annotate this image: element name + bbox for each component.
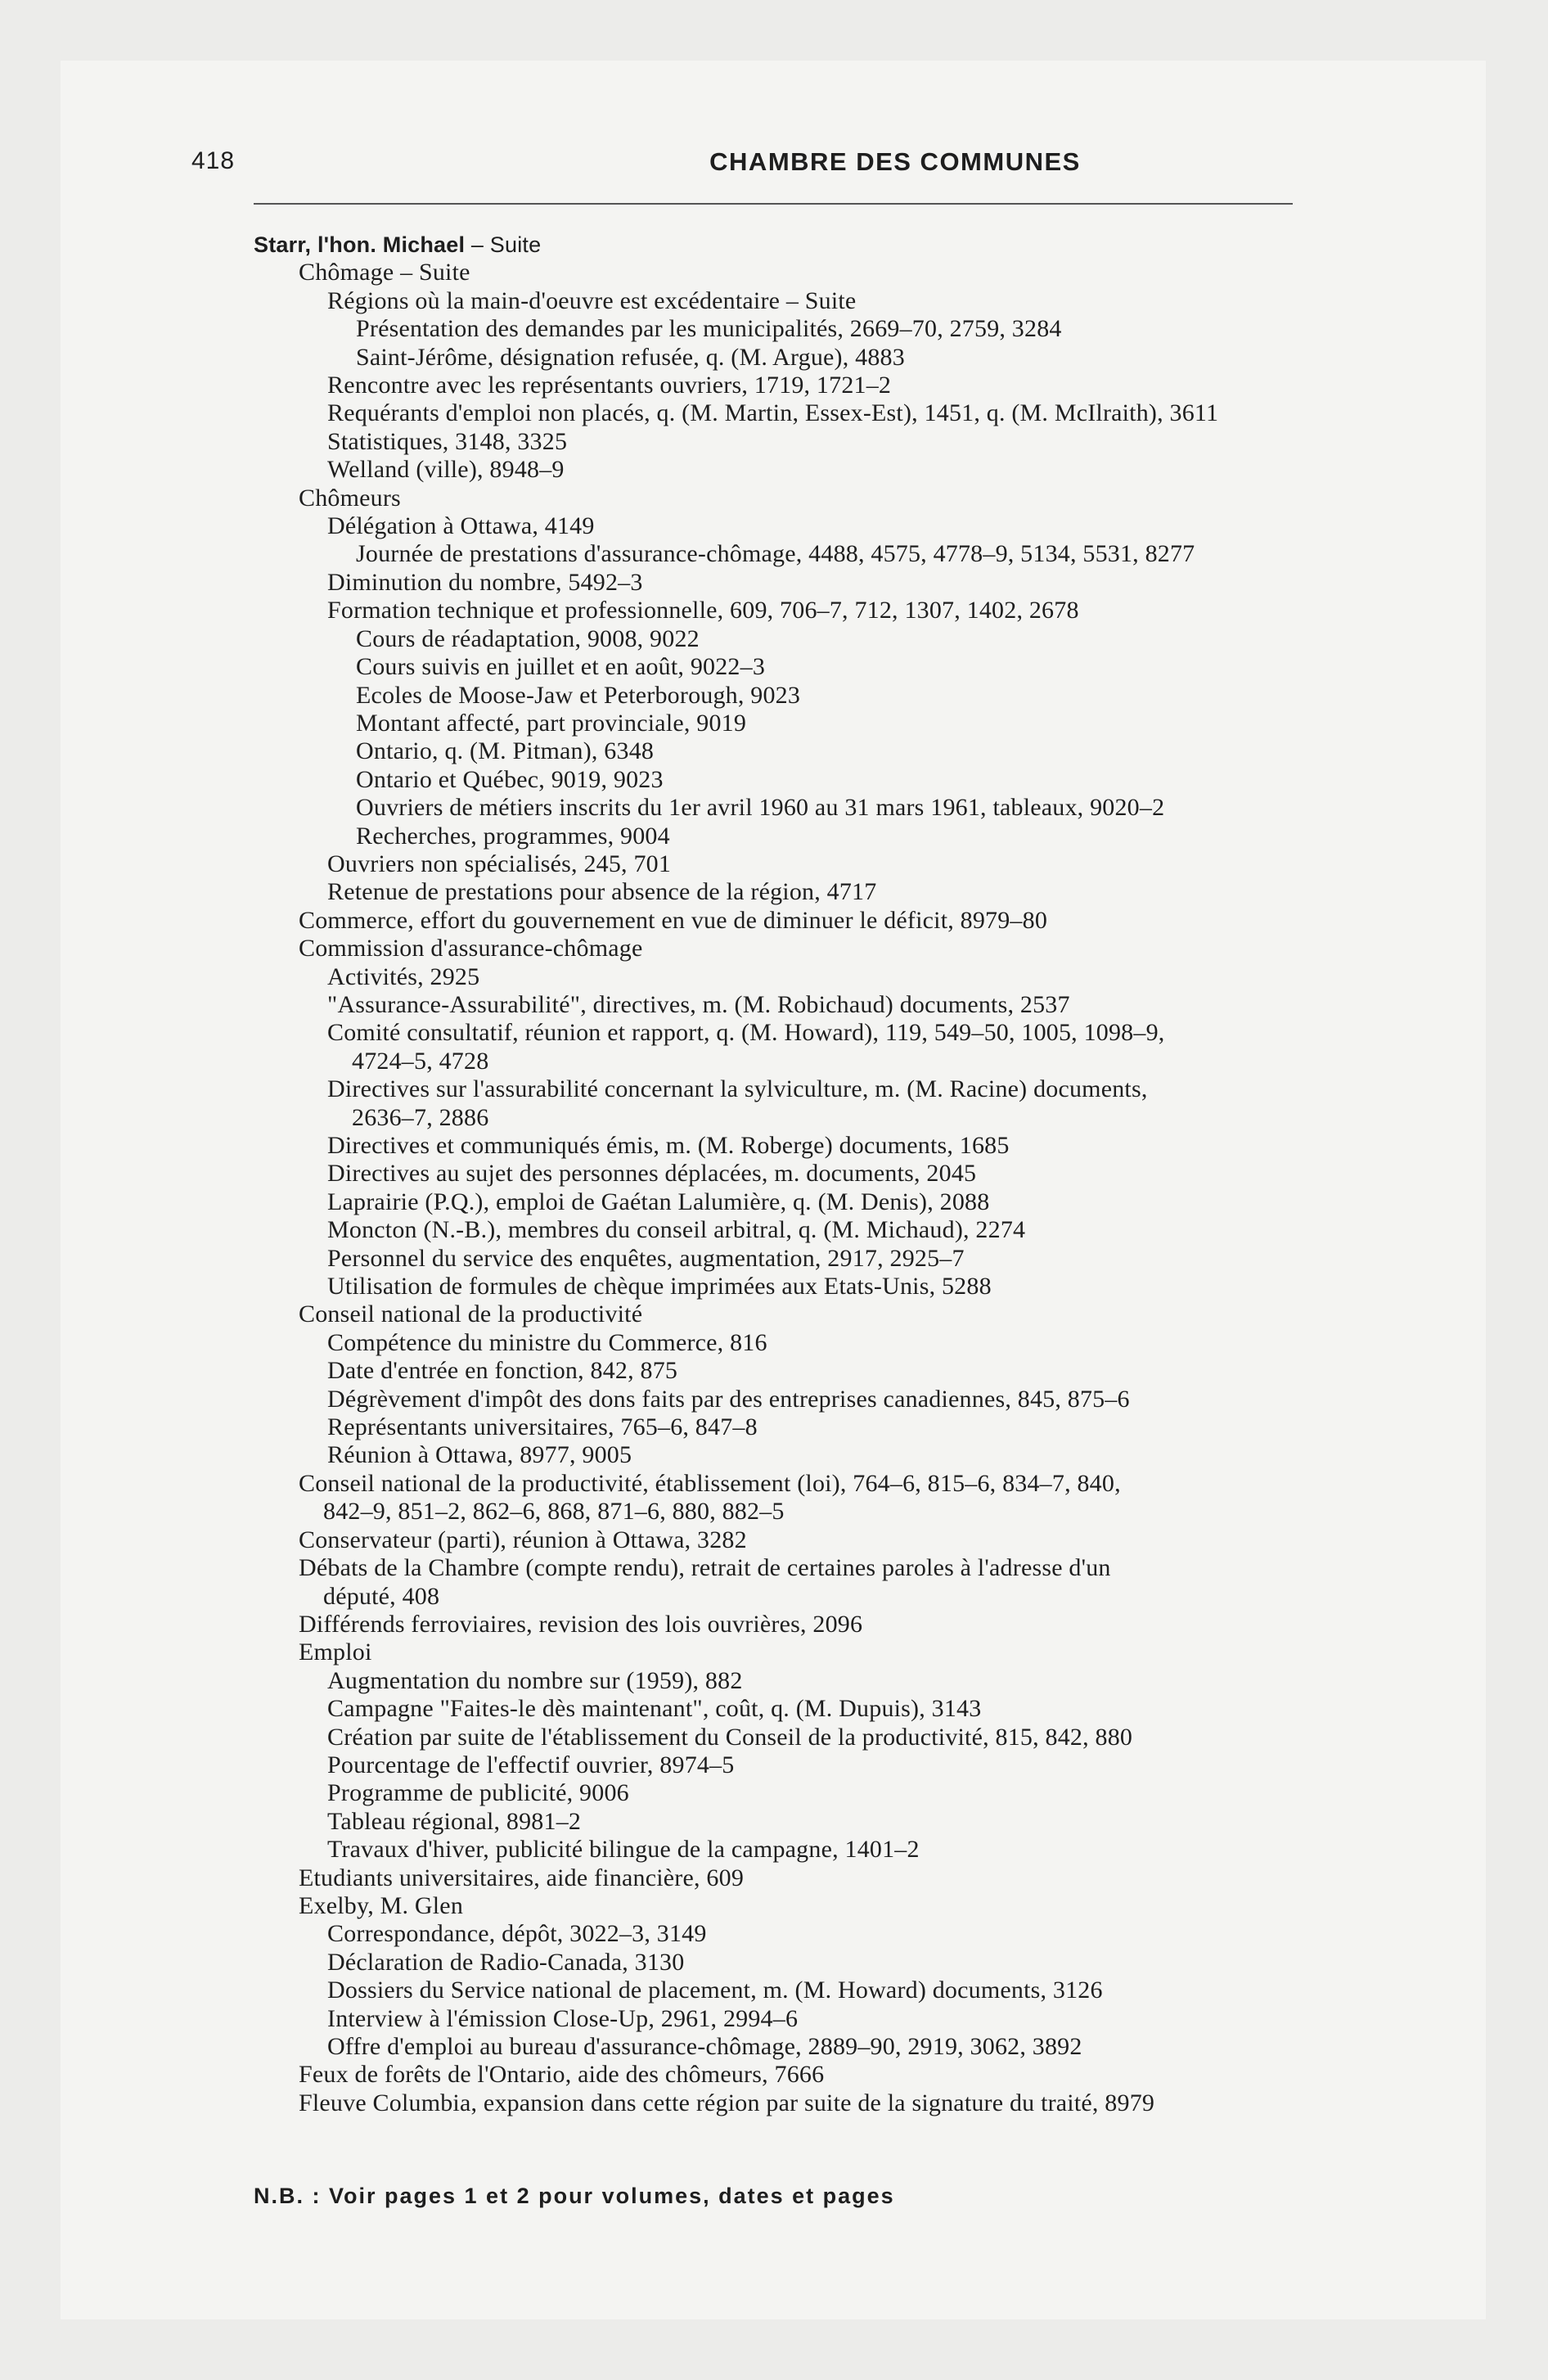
index-entry — [254, 1357, 1399, 1385]
index-entry-text: Activités, 2925 — [327, 962, 480, 990]
index-entry-text: Correspondance, dépôt, 3022–3, 3149 — [327, 1920, 707, 1948]
index-entry — [254, 935, 1399, 962]
index-entry — [254, 653, 1399, 681]
index-entry-text: Exelby, M. Glen — [299, 1891, 464, 1919]
index-entry-text: Présentation des demandes par les municipalités, 2669–70, 2759, 3284 — [356, 315, 1062, 343]
index-entry-text: Cours suivis en juillet et en août, 9022–3 — [356, 653, 766, 681]
index-entry-text: Création par suite de l'établissement du Conseil de la productivité, 815, 842, 880 — [327, 1723, 1133, 1751]
index-entry-text: Dégrèvement d'impôt des dons faits par des entreprises canadiennes, 845, 875–6 — [327, 1385, 1130, 1413]
index-entry-text: Conservateur (parti), réunion à Ottawa, 3282 — [299, 1526, 747, 1553]
index-entry-continuation-text: député, 408 — [323, 1582, 440, 1610]
page-header — [191, 147, 1293, 188]
index-entry — [254, 1892, 1399, 1920]
index-entry — [254, 963, 1399, 991]
index-entry-text: Formation technique et professionnelle, 609, 706–7, 712, 1307, 1402, 2678 — [327, 597, 1079, 624]
index-entry — [254, 2089, 1399, 2117]
index-entry — [254, 2005, 1399, 2033]
index-entry — [254, 878, 1399, 906]
index-entry-text: Date d'entrée en fonction, 842, 875 — [327, 1357, 678, 1385]
index-entry-text: Déclaration de Radio-Canada, 3130 — [327, 1948, 685, 1976]
index-entry-text: Retenue de prestations pour absence de la région, 4717 — [327, 878, 877, 906]
index-entry-text: Feux de forêts de l'Ontario, aide des chômeurs, 7666 — [299, 2061, 825, 2089]
index-entry — [254, 823, 1399, 850]
index-entry-text: Ontario et Québec, 9019, 9023 — [356, 765, 664, 793]
index-entry-text: Ecoles de Moose-Jaw et Peterborough, 9023 — [356, 681, 801, 709]
index-entry — [254, 1611, 1399, 1639]
index-entry — [254, 1300, 1399, 1328]
index-entry — [254, 1949, 1399, 1977]
index-entry — [254, 1751, 1399, 1779]
index-entry — [254, 344, 1399, 372]
index-heading-name: Starr, l'hon. Michael — [254, 232, 466, 257]
index-entry-text: Laprairie (P.Q.), emploi de Gaétan Lalumière, q. (M. Denis), 2088 — [327, 1188, 990, 1215]
index-entry — [254, 1667, 1399, 1695]
index-entry — [254, 1386, 1399, 1413]
index-entry — [254, 1864, 1399, 1892]
index-entry-text: Fleuve Columbia, expansion dans cette région par suite de la signature du traité, 8979 — [299, 2089, 1155, 2116]
index-entries — [254, 231, 1399, 2117]
index-entry — [254, 569, 1399, 597]
index-entry-continuation — [254, 1048, 1399, 1075]
index-entry-text: Directives et communiqués émis, m. (M. Roberge) documents, 1685 — [327, 1132, 1010, 1159]
index-entry-text: Diminution du nombre, 5492–3 — [327, 568, 643, 596]
index-entry-text: Offre d'emploi au bureau d'assurance-chômage, 2889–90, 2919, 3062, 3892 — [327, 2033, 1082, 2060]
index-entry-text: Campagne "Faites-le dès maintenant", coût, q. (M. Dupuis), 3143 — [327, 1695, 982, 1723]
running-title: CHAMBRE DES COMMUNES — [709, 147, 1081, 176]
index-entry — [254, 1273, 1399, 1300]
index-entry — [254, 259, 1399, 286]
index-entry — [254, 399, 1399, 427]
index-entry-text: Programme de publicité, 9006 — [327, 1779, 629, 1807]
index-entry-text: Emploi — [299, 1639, 372, 1666]
index-entry — [254, 625, 1399, 653]
index-entry — [254, 1977, 1399, 2004]
index-entry — [254, 2033, 1399, 2061]
index-entry — [254, 737, 1399, 765]
index-entry-continuation-text: 842–9, 851–2, 862–6, 868, 871–6, 880, 882–5 — [323, 1498, 785, 1526]
index-entry-text: Statistiques, 3148, 3325 — [327, 427, 568, 455]
index-entry — [254, 766, 1399, 794]
index-heading-suffix: – Suite — [465, 232, 542, 257]
index-entry-text: Travaux d'hiver, publicité bilingue de la campagne, 1401–2 — [327, 1836, 920, 1864]
index-entry — [254, 315, 1399, 343]
index-entry — [254, 372, 1399, 399]
index-entry-text: Réunion à Ottawa, 8977, 9005 — [327, 1441, 632, 1469]
index-entry-text: Commerce, effort du gouvernement en vue de diminuer le déficit, 8979–80 — [299, 906, 1048, 934]
index-entry — [254, 1695, 1399, 1723]
index-entry-text: Chômeurs — [299, 484, 401, 512]
index-entry-text: Saint-Jérôme, désignation refusée, q. (M. Argue), 4883 — [356, 343, 905, 371]
index-entry-text: Directives sur l'assurabilité concernant la sylviculture, m. (M. Racine) documents, — [327, 1075, 1148, 1103]
index-entry-text: Commission d'assurance-chômage — [299, 935, 643, 962]
index-entry-text: Cours de réadaptation, 9008, 9022 — [356, 624, 700, 652]
index-entry-continuation — [254, 1583, 1399, 1611]
index-entry-text: Pourcentage de l'effectif ouvrier, 8974–5 — [327, 1751, 735, 1778]
index-entry — [254, 1160, 1399, 1188]
index-entry — [254, 231, 1399, 259]
index-entry — [254, 1441, 1399, 1469]
index-entry — [254, 991, 1399, 1019]
index-entry — [254, 287, 1399, 315]
index-entry-text: Requérants d'emploi non placés, q. (M. Martin, Essex-Est), 1451, q. (M. McIlraith), 3611 — [327, 399, 1219, 427]
index-entry-text: Délégation à Ottawa, 4149 — [327, 512, 595, 540]
index-entry-text: Recherches, programmes, 9004 — [356, 822, 670, 850]
index-entry — [254, 1808, 1399, 1836]
index-entry-text: Interview à l'émission Close-Up, 2961, 2994–6 — [327, 2004, 799, 2032]
index-entry-text: "Assurance-Assurabilité", directives, m. (M. Robichaud) documents, 2537 — [327, 990, 1070, 1018]
index-entry — [254, 1216, 1399, 1244]
index-entry-text: Différends ferroviaires, revision des lois ouvrières, 2096 — [299, 1610, 863, 1638]
index-entry — [254, 1245, 1399, 1273]
index-entry — [254, 1019, 1399, 1047]
index-entry-continuation — [254, 1498, 1399, 1526]
index-entry — [254, 1470, 1399, 1498]
index-entry-text: Compétence du ministre du Commerce, 816 — [327, 1328, 767, 1356]
index-entry — [254, 1329, 1399, 1357]
index-entry — [254, 1779, 1399, 1807]
index-entry — [254, 485, 1399, 512]
index-entry-text: Conseil national de la productivité — [299, 1300, 643, 1328]
index-entry — [254, 1836, 1399, 1864]
index-entry-text: Conseil national de la productivité, établissement (loi), 764–6, 815–6, 834–7, 840, — [299, 1469, 1121, 1497]
index-entry-text: Personnel du service des enquêtes, augmentation, 2917, 2925–7 — [327, 1244, 965, 1272]
index-entry — [254, 1075, 1399, 1103]
index-entry — [254, 428, 1399, 456]
index-entry-text: Régions où la main-d'oeuvre est excédentaire – Suite — [327, 286, 857, 314]
index-entry-text: Débats de la Chambre (compte rendu), retrait de certaines paroles à l'adresse d'un — [299, 1554, 1111, 1582]
index-entry — [254, 1639, 1399, 1666]
index-entry-text: Utilisation de formules de chèque imprimées aux Etats-Unis, 5288 — [327, 1273, 992, 1300]
index-entry-continuation — [254, 1104, 1399, 1132]
index-entry — [254, 597, 1399, 624]
index-entry-text: Chômage – Suite — [299, 259, 470, 286]
index-entry — [254, 512, 1399, 540]
index-entry — [254, 907, 1399, 935]
index-entry-text: Welland (ville), 8948–9 — [327, 456, 565, 484]
page-number: 418 — [191, 147, 236, 174]
index-entry — [254, 456, 1399, 484]
index-entry-text: Augmentation du nombre sur (1959), 882 — [327, 1666, 743, 1694]
index-entry-text: Rencontre avec les représentants ouvriers, 1719, 1721–2 — [327, 372, 892, 399]
index-entry-text: Directives au sujet des personnes déplacées, m. documents, 2045 — [327, 1160, 977, 1188]
index-entry-text: Etudiants universitaires, aide financière, 609 — [299, 1864, 745, 1891]
index-entry — [254, 1188, 1399, 1216]
index-entry-text: Tableau régional, 8981–2 — [327, 1807, 582, 1835]
index-entry-text: Représentants universitaires, 765–6, 847–8 — [327, 1413, 758, 1441]
index-entry — [254, 794, 1399, 822]
index-entry-text: Ouvriers non spécialisés, 245, 701 — [327, 850, 672, 877]
index-entry — [254, 682, 1399, 710]
index-entry-text: Ontario, q. (M. Pitman), 6348 — [356, 737, 655, 765]
index-entry-continuation-text: 2636–7, 2886 — [352, 1103, 489, 1131]
footer-note: N.B. : Voir pages 1 et 2 pour volumes, dates et pages — [254, 2184, 895, 2208]
index-entry — [254, 1724, 1399, 1751]
index-entry-text: Montant affecté, part provinciale, 9019 — [356, 709, 747, 737]
index-entry — [254, 540, 1399, 568]
index-entry-text: Journée de prestations d'assurance-chômage, 4488, 4575, 4778–9, 5134, 5531, 8277 — [356, 540, 1195, 568]
index-entry — [254, 2061, 1399, 2089]
index-entry — [254, 710, 1399, 737]
header-rule — [254, 203, 1293, 205]
index-entry — [254, 1413, 1399, 1441]
index-entry-text: Comité consultatif, réunion et rapport, q. (M. Howard), 119, 549–50, 1005, 1098–9, — [327, 1019, 1165, 1047]
index-entry-continuation-text: 4724–5, 4728 — [352, 1047, 489, 1075]
index-entry — [254, 1526, 1399, 1554]
index-entry — [254, 1554, 1399, 1582]
index-entry — [254, 1132, 1399, 1160]
index-entry — [254, 1920, 1399, 1948]
index-entry-text: Ouvriers de métiers inscrits du 1er avril 1960 au 31 mars 1961, tableaux, 9020–2 — [356, 794, 1165, 822]
index-entry-text: Dossiers du Service national de placement, m. (M. Howard) documents, 3126 — [327, 1977, 1103, 2004]
index-entry-text: Moncton (N.-B.), membres du conseil arbitral, q. (M. Michaud), 2274 — [327, 1216, 1026, 1244]
index-entry — [254, 850, 1399, 878]
